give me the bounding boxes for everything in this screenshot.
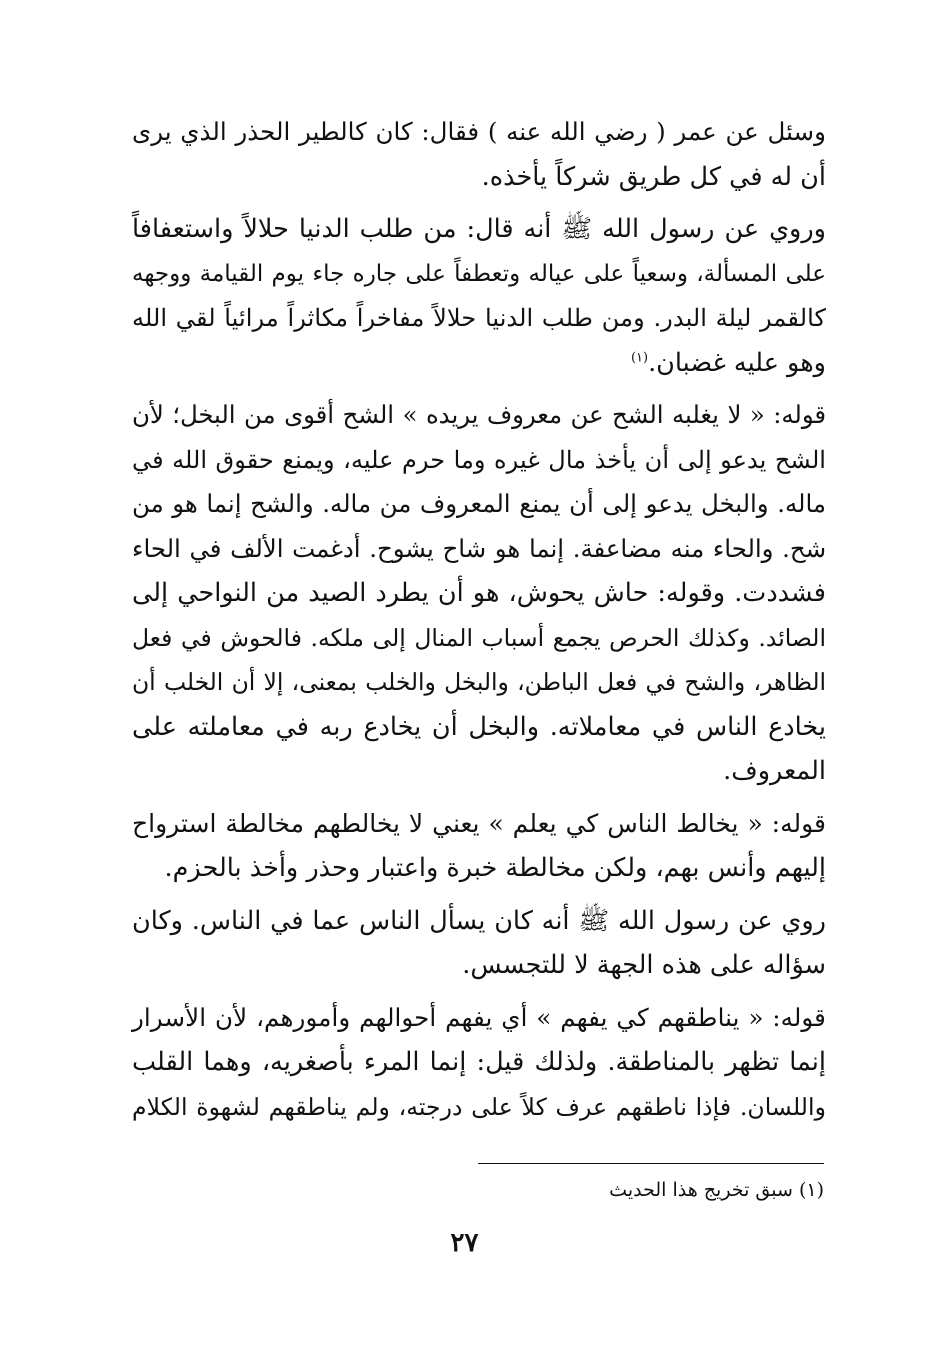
text-line: على المسألة، وسعياً على عياله وتعطفاً على جاره جاء يوم القيامة ووجهه: [132, 260, 826, 287]
text-line: إليهم وأنس بهم، ولكن مخالطة خبرة واعتبار وحذر وأخذ بالحزم.: [164, 853, 826, 883]
text-line: وروي عن رسول الله ﷺ أنه قال: من طلب الدنيا حلالاً واستعفافاً: [132, 214, 826, 244]
footnote: (١) سبق تخريج هذا الحديث: [609, 1179, 824, 1201]
text-line: أن له في كل طريق شركاً يأخذه.: [481, 161, 826, 192]
paragraph-6: [132, 996, 826, 1130]
text-line: الشح يدعو إلى أن يأخذ مال غيره وما حرم عليه، ويمنع حقوق الله في: [132, 445, 826, 474]
text-line: قوله: « يناطقهم كي يفهم » أي يفهم أحوالهم وأمورهم، لأن الأسرار: [132, 1002, 826, 1032]
text-line: كالقمر ليلة البدر. ومن طلب الدنيا حلالاً مفاخراً مكاثراً مرائياً لقي الله: [132, 303, 826, 332]
paragraph-5: [132, 899, 826, 988]
text-line: ماله. والبخل يدعو إلى أن يمنع المعروف من ماله. والشح إنما هو من: [132, 489, 826, 518]
text-line: وسئل عن عمر ( رضي الله عنه ) فقال: كان كالطير الحذر الذي يرى: [132, 117, 826, 146]
text-line: سؤاله على هذه الجهة لا للتجسس.: [462, 950, 826, 980]
text-line: روي عن رسول الله ﷺ أنه كان يسأل الناس عما في الناس. وكان: [132, 905, 826, 936]
text-line: شح. والحاء منه مضاعفة. إنما هو شاح يشوح. أدغمت الألف في الحاء: [132, 533, 826, 563]
text-line: إنما تظهر بالمناطقة. ولذلك قيل: إنما المرء بأصغريه، وهما القلب: [132, 1047, 826, 1077]
text-line: وهو عليه غضبان.: [648, 347, 826, 378]
text-line: يخادع الناس في معاملاته. والبخل أن يخادع ربه في معاملته على: [132, 711, 826, 742]
paragraph-2: [132, 207, 826, 385]
text-line: فشددت. وقوله: حاش يحوش، هو أن يطرد الصيد من النواحي إلى: [132, 578, 826, 608]
text-line: الظاهر، والشح في فعل الباطن، والبخل والخلب بمعنى، إلا أن الخلب أن: [132, 668, 826, 696]
text-line: المعروف.: [723, 756, 826, 786]
page-number: ٢٧: [450, 1228, 479, 1258]
footnote-reference[interactable]: (١): [630, 350, 649, 365]
paragraph-1: [132, 110, 826, 199]
footnote-divider: [478, 1163, 824, 1164]
text-line: قوله: « يخالط الناس كي يعلم » يعني لا يخالطهم مخالطة استرواح: [132, 808, 826, 838]
page-body: [132, 110, 826, 1137]
text-line-with-footnote: [132, 341, 826, 386]
text-line: قوله: « لا يغلبه الشح عن معروف يريده » الشح أقوى من البخل؛ لأن: [132, 400, 826, 429]
paragraph-4: [132, 802, 826, 891]
text-line: واللسان. فإذا ناطقهم عرف كلاً على درجته، ولم يناطقهم لشهوة الكلام: [132, 1092, 826, 1121]
text-line: الصائد. وكذلك الحرص يجمع أسباب المنال إلى ملكه. فالحوش في فعل: [132, 623, 826, 652]
paragraph-3: [132, 393, 826, 794]
